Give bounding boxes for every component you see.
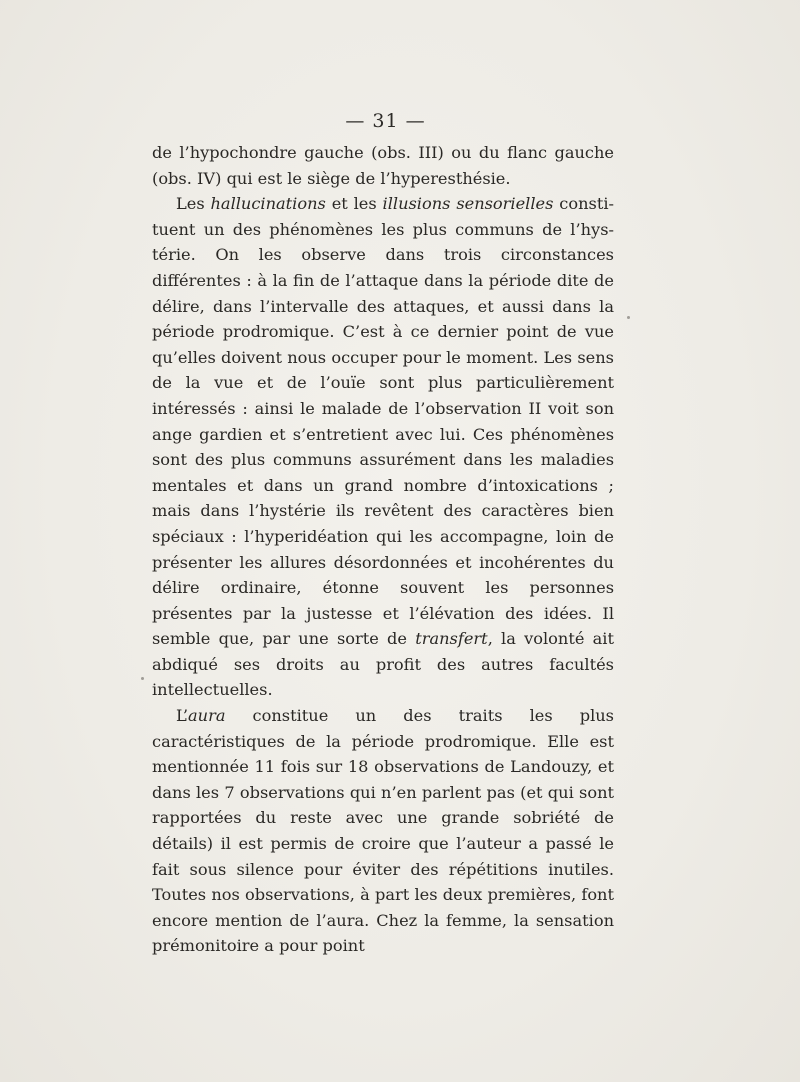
term-hallucinations: hallucinations xyxy=(210,194,326,214)
paragraph-2 xyxy=(152,191,614,703)
paragraph-1-text: de l’hypochondre gauche (obs. III) ou du flanc gauche (obs. IV) qui est le siège de l’hyperesthésie. xyxy=(152,143,614,188)
paragraph-2-text-1: Les xyxy=(176,194,211,214)
term-transfert: transfert xyxy=(415,629,488,649)
paper-speck xyxy=(141,677,144,680)
paragraph-2-text-2: et les xyxy=(325,194,383,214)
paragraph-3 xyxy=(152,703,614,959)
paper-speck xyxy=(627,316,630,319)
paragraph-2-text-4: , la volonté ait abdiqué ses droits au profit des autres facultés intellectuelles. xyxy=(152,629,614,700)
paragraph-2-text-3: constituent un des phénomènes les plus communs de l’hystérie. On les observe dans trois circonstances différentes : à la fin de l’attaque dans la période dite de délire, dans l’intervalle des attaques, et aussi dans la période prodromique. C’est à ce dernier point de vue qu’elles doivent nous occuper pour le moment. Les sens de la vue et de l’ouïe sont plus particulièrement intéressés : ainsi le malade de l’observation II voit son ange gardien et s’entretient avec lui. Ces phénomènes sont des plus communs assurément dans les maladies mentales et dans un grand nombre d’intoxications ; mais dans l’hystérie ils revêtent des caractères bien spéciaux : l’hyperidéation qui les accompagne, loin de présenter les allures désordonnées et incohérentes du délire ordinaire, étonne souvent les personnes présentes par la justesse et l’élévation des idées. Il semble que, par une sorte de xyxy=(152,194,614,649)
term-aura: aura xyxy=(188,706,226,726)
paragraph-1 xyxy=(152,140,614,191)
paragraph-3-text-2: constitue un des traits les plus caractéristiques de la période prodromique. Elle est mentionnée 11 fois sur 18 observations de Landouzy, et dans les 7 observations qui n’en parlent pas (et qui sont rapportées du reste avec une grande sobriété de détails) il est permis de croire que l’auteur a passé le fait sous silence pour éviter des répétitions inutiles. Toutes nos observations, à part les deux premières, font encore mention de l’aura. Chez la femme, la sensation prémonitoire a pour point xyxy=(152,706,614,956)
paragraph-3-text-1: L’ xyxy=(176,706,189,726)
page-number: — 31 — xyxy=(345,110,426,132)
body-text xyxy=(152,140,614,959)
term-illusions-sensorielles: illusions sensorielles xyxy=(382,194,554,214)
